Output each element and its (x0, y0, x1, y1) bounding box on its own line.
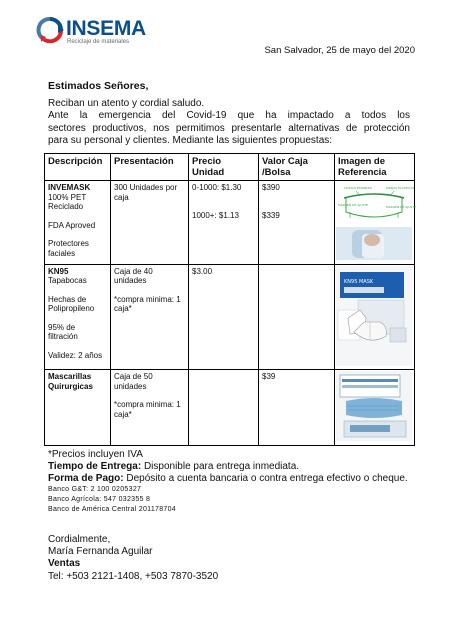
price-tier: 1000+: $1.13 (192, 210, 239, 220)
cell-imagen (335, 370, 415, 446)
intro-paragraph (48, 98, 410, 148)
product-detail: Tapabocas (48, 276, 87, 285)
minimum-purchase: *compra minima: 1 caja* (114, 400, 181, 419)
intro-line: sectores productivos, nos permitimos presentarle alternativas de protección (48, 122, 410, 134)
header-descripcion: Descripción (45, 154, 111, 181)
product-detail: FDA Aproved (48, 220, 96, 230)
box-value: $390 (262, 183, 280, 192)
iva-note: *Precios incluyen IVA (48, 449, 143, 460)
product-name: KN95 (48, 266, 69, 276)
presentation-text: Caja de 50 unidades (114, 372, 153, 391)
cell-imagen (335, 264, 415, 370)
diagram-label: COSTAS ESTABLES (344, 186, 372, 190)
cell-descripcion (45, 181, 111, 265)
intro-line: Reciban un atento y cordial saludo. (48, 98, 205, 109)
logo-name: INSEMA (66, 17, 146, 40)
cell-valor (259, 181, 335, 265)
presentation-text: Caja de 40 unidades (114, 266, 153, 285)
cell-precio (189, 181, 259, 265)
terms-section (48, 449, 414, 515)
signer-role: Ventas (48, 558, 81, 570)
cell-descripcion (45, 370, 111, 446)
recycle-arrows-icon (36, 16, 64, 44)
cell-descripcion (45, 264, 111, 370)
delivery-time (48, 461, 414, 473)
table-row (45, 370, 415, 446)
face-shield-image (336, 182, 417, 260)
company-logo (36, 16, 146, 46)
cell-presentacion: 300 Unidades por caja (111, 181, 189, 265)
intro-line: Ante la emergencia del Covid-19 que ha impactado a todos los (48, 110, 410, 122)
product-name: Mascarillas Quirurgicas (48, 372, 93, 391)
product-detail: Reciclado (48, 202, 84, 211)
payment-text: Depósito a cuenta bancaria o contra entrega efectivo o cheque. (123, 473, 408, 484)
box-label: KN95 MASK (344, 278, 374, 285)
payment-method (48, 473, 414, 485)
cell-valor: $39 (259, 370, 335, 446)
cell-valor (259, 264, 335, 370)
diagram-label: MARGEN DE AJUSTE (386, 205, 417, 209)
products-table (44, 153, 415, 446)
signature-block (48, 534, 218, 583)
signer-name: María Fernanda Aguilar (48, 546, 153, 558)
bank-account: Banco G&T: 2 100 0205327 (48, 486, 142, 493)
delivery-text: Disponible para entrega inmediata. (141, 461, 300, 472)
product-detail: Protectores faciales (48, 239, 89, 258)
header-valor: Valor Caja /Bolsa (259, 154, 335, 181)
table-row (45, 181, 415, 265)
logo-tagline: Reciclaje de materiales (67, 39, 130, 45)
header-precio: Precio Unidad (189, 154, 259, 181)
payment-label: Forma de Pago: (48, 473, 124, 484)
kn95-mask-image (336, 266, 412, 366)
product-detail: Hechas de Polipropileno (48, 294, 95, 313)
product-name: INVEMASK (48, 183, 91, 192)
box-value: $339 (262, 210, 280, 220)
delivery-label: Tiempo de Entrega: (48, 461, 142, 472)
cell-imagen (335, 181, 415, 265)
header-imagen: Imagen de Referencia (335, 154, 415, 181)
cell-precio: $3.00 (189, 264, 259, 370)
diagram-label: MARGEN DE AJUSTE (338, 203, 369, 207)
minimum-purchase: *compra minima: 1 caja* (114, 294, 181, 313)
header-presentacion: Presentación (111, 154, 189, 181)
cell-presentacion (111, 264, 189, 370)
product-detail: Validez: 2 años (48, 350, 103, 360)
cell-presentacion (111, 370, 189, 446)
surgical-mask-image (336, 371, 412, 441)
price-tier: 0-1000: $1.30 (192, 183, 242, 192)
table-row (45, 264, 415, 370)
intro-line: para su personal y clientes. Mediante las siguientes propuestas: (48, 135, 333, 147)
bank-account: Banco Agrícola: 547 032355 8 (48, 496, 151, 503)
bank-account: Banco de América Central 201178704 (48, 506, 176, 513)
cell-precio (189, 370, 259, 446)
product-detail: 95% de filtración (48, 322, 78, 341)
table-header-row (45, 154, 415, 181)
product-detail: 100% PET (48, 192, 87, 202)
closing-salutation: Cordialmente, (48, 534, 111, 545)
diagram-label: OREJAS ELÁSTICAS (386, 186, 415, 190)
letter-date: San Salvador, 25 de mayo del 2020 (264, 45, 415, 56)
contact-phone: Tel: +503 2121-1408, +503 7870-3520 (48, 570, 219, 582)
greeting: Estimados Señores, (48, 80, 149, 92)
